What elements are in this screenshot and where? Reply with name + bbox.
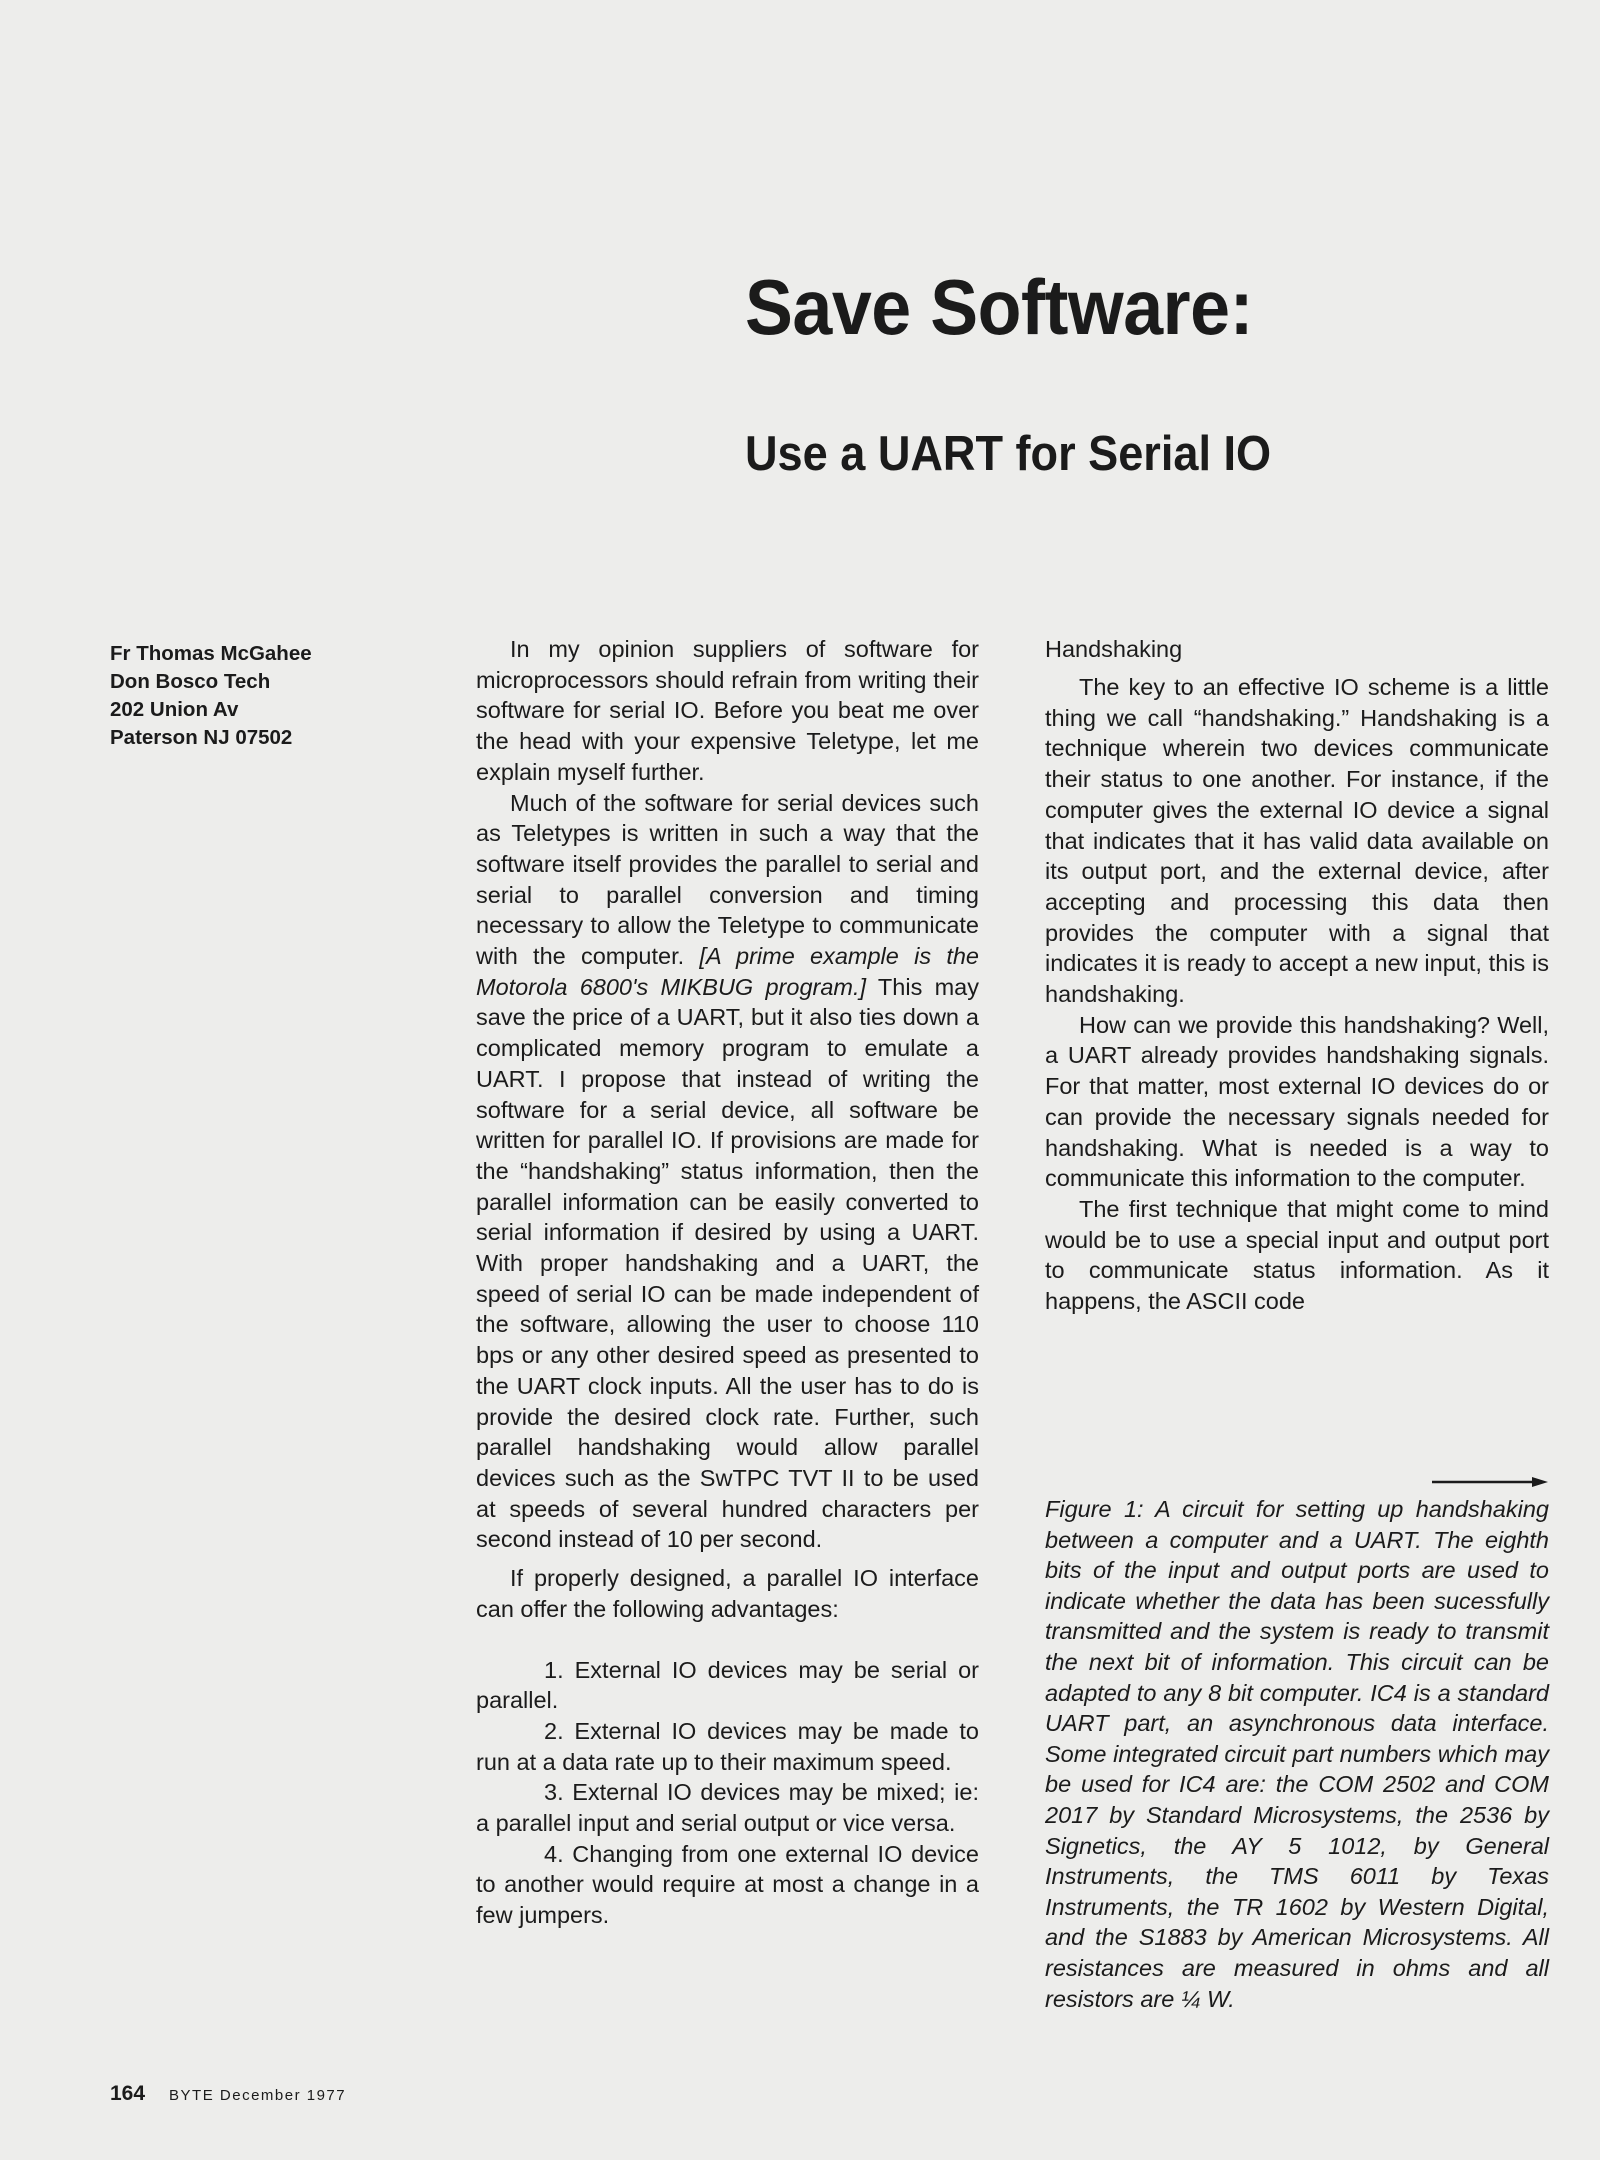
- author-street: 202 Union Av: [110, 698, 239, 721]
- section-heading: Handshaking: [1045, 636, 1183, 662]
- editor-note: [A prime example is the Motorola 6800's MIKBUG program.]: [476, 943, 979, 1000]
- article-subtitle: Use a UART for Serial IO: [745, 427, 1272, 481]
- body-paragraph: If properly designed, a parallel IO interface can offer the following advantages:: [476, 1565, 979, 1622]
- page-number: 164: [110, 2082, 146, 2105]
- list-item: 4. Changing from one external IO device to another would require at most a change in a few jumpers.: [476, 1840, 979, 1929]
- author-name: Fr Thomas McGahee: [110, 642, 312, 665]
- author-institution: Don Bosco Tech: [110, 670, 271, 693]
- body-paragraph: How can we provide this handshaking? Well, a UART already provides handshaking signals. For that matter, most external IO devices do or can provide the necessary signals needed for handshaking. What is needed is a way to communicate this information to the computer.: [1045, 1011, 1549, 1192]
- magazine-issue: BYTE December 1977: [169, 2087, 347, 2104]
- body-column-middle: [476, 634, 979, 1931]
- author-block: [110, 640, 360, 752]
- page-footer: [110, 2082, 346, 2106]
- body-paragraph: The key to an effective IO scheme is a little thing we call “handshaking.” Handshaking is a technique wherein two devices communicate their status to one another. For instance, if the computer gives the external IO device a signal that indicates that it has valid data available on its output port, and the external device, after accepting and processing this data then provides the computer with a signal that indicates it is ready to accept a new input, this is handshaking.: [1045, 674, 1549, 1008]
- body-text: This may save the price of a UART, but it also ties down a complicated memory program to emulate a UART. I propose that instead of writing the software for a serial device, all software be written for parallel IO. If provisions are made for the “handshaking” status information, then the parallel information can be easily converted to serial information if desired by using a UART. With proper handshaking and a UART, the speed of serial IO can be made independent of the software, allowing the user to choose 110 bps or any other desired speed as presented to the UART clock inputs. All the user has to do is provide the desired clock rate. Further, such parallel handshaking would allow parallel devices such as the SwTPC TVT II to be used at speeds of several hundred characters per second instead of 10 per second.: [476, 973, 979, 1553]
- list-item: 3. External IO devices may be mixed; ie: a parallel input and serial output or vice versa.: [476, 1779, 979, 1837]
- figure-caption: Figure 1: A circuit for setting up handshaking between a computer and a UART. The eighth bits of the input and output ports are used to indicate whether the data has been sucessfully transmitted and the system is ready to transmit the next bit of information. This circuit can be adapted to any 8 bit computer. IC4 is a standard UART part, an asynchronous data interface. Some integrated circuit part numbers which may be used for IC4 are: the COM 2502 and COM 2017 by Standard Microsystems, the 2536 by Signetics, the AY 5 1012, by General Instruments, the TMS 6011 by Texas Instruments, the TR 1602 by Western Digital, and the S1883 by American Microsystems. All resistances are measured in ohms and all resistors are ¼ W.: [1045, 1496, 1549, 2012]
- body-paragraph: [476, 788, 979, 1556]
- body-paragraph: The first technique that might come to mind would be to use a special input and output port to communicate status information. As it happens, the ASCII code: [1045, 1195, 1549, 1315]
- list-item: 1. External IO devices may be serial or parallel.: [476, 1656, 979, 1714]
- body-column-right: [1045, 634, 1549, 1317]
- list-item: 2. External IO devices may be made to run at a data rate up to their maximum speed.: [476, 1717, 979, 1775]
- body-text: Much of the software for serial devices such as Teletypes is written in such a way that the software itself provides the parallel to serial and serial to parallel conversion and timing necessary to allow the Teletype to communicate with the computer.: [476, 789, 979, 970]
- author-city: Paterson NJ 07502: [110, 726, 293, 749]
- right-arrow-icon: [1432, 1476, 1548, 1488]
- body-paragraph: In my opinion suppliers of software for microprocessors should refrain from writing their software for serial IO. Before you beat me over the head with your expensive Teletype, let me explain myself further.: [476, 636, 979, 785]
- article-title: Save Software:: [745, 263, 1254, 351]
